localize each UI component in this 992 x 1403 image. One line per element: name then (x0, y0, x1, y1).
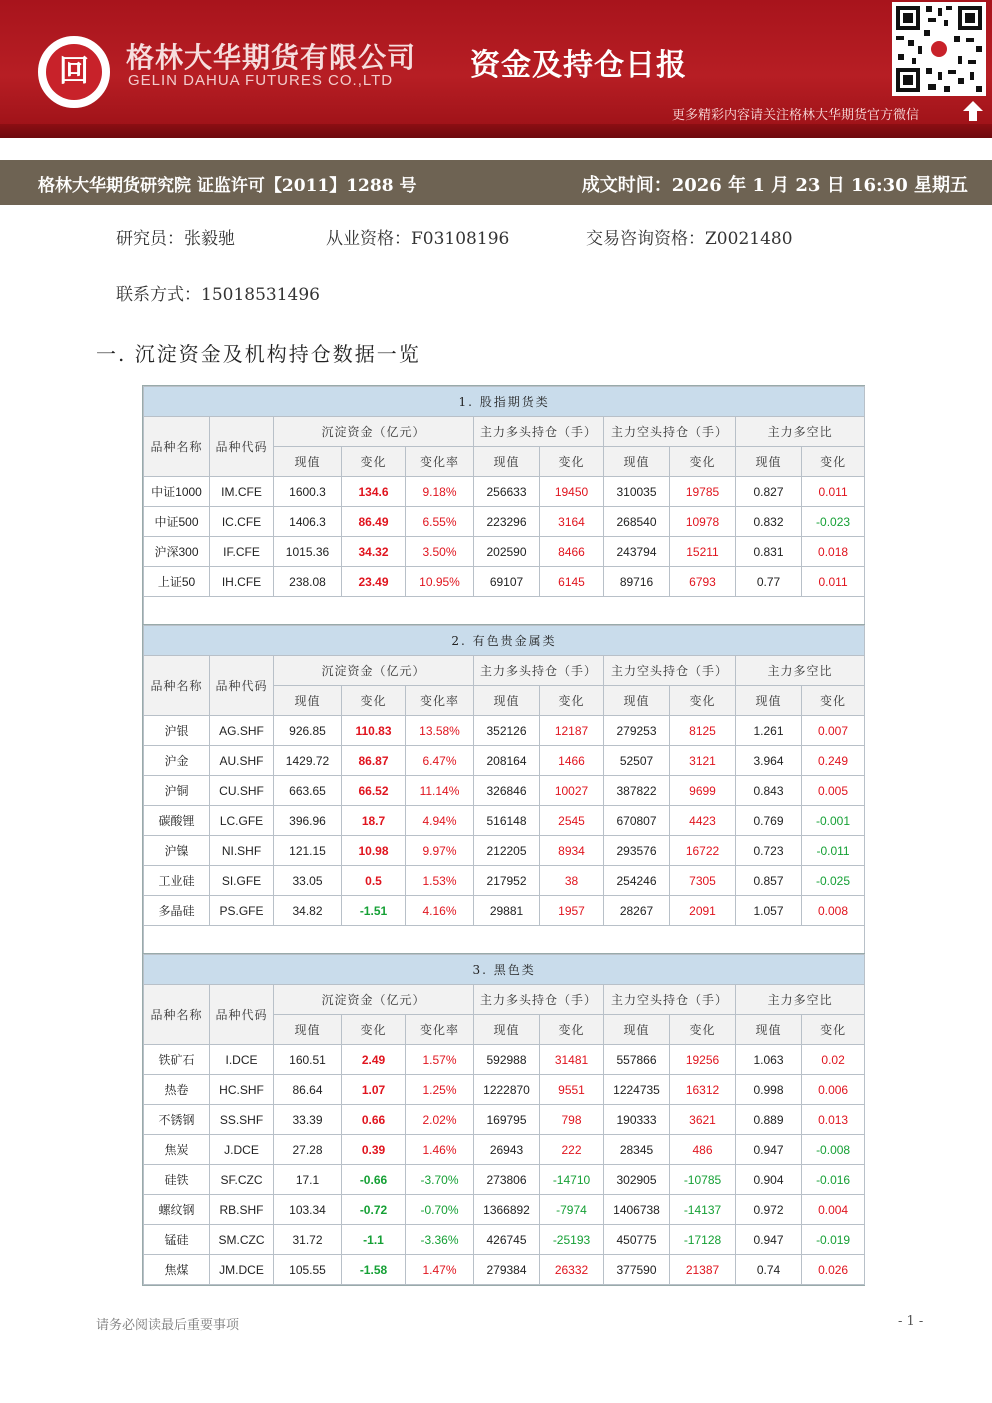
table-cell: 33.05 (274, 866, 342, 896)
table-cell: 23.49 (342, 567, 406, 597)
report-title: 资金及持仓日报 (470, 48, 687, 83)
table-cell: 798 (540, 1105, 604, 1135)
table-cell: 1406.3 (274, 507, 342, 537)
table-cell: -0.66 (342, 1165, 406, 1195)
header-group-short: 主力空头持仓（手） (604, 656, 736, 686)
table-cell: 0.74 (736, 1255, 802, 1285)
table-cell: -0.016 (802, 1165, 865, 1195)
table-cell: 焦炭 (144, 1135, 210, 1165)
table-cell: -0.025 (802, 866, 865, 896)
table-cell: 1222870 (474, 1075, 540, 1105)
header-sub-current: 现值 (474, 686, 540, 716)
table-row (144, 776, 865, 806)
table-cell: 焦煤 (144, 1255, 210, 1285)
table-cell: 86.87 (342, 746, 406, 776)
table-cell: 0.77 (736, 567, 802, 597)
header-sub-change: 变化 (670, 447, 736, 477)
table-cell: 86.64 (274, 1075, 342, 1105)
table-cell: 238.08 (274, 567, 342, 597)
table-row (144, 1135, 865, 1165)
header-sub-current: 现值 (604, 447, 670, 477)
table-cell: -0.72 (342, 1195, 406, 1225)
header-group-long: 主力多头持仓（手） (474, 656, 604, 686)
table-cell: 热卷 (144, 1075, 210, 1105)
table-row (144, 806, 865, 836)
table-cell: -0.023 (802, 507, 865, 537)
table-cell: -10785 (670, 1165, 736, 1195)
table-cell: 8934 (540, 836, 604, 866)
table-row (144, 1075, 865, 1105)
header-name: 品种名称 (144, 985, 210, 1045)
table-cell: 0.007 (802, 716, 865, 746)
header-sub-current: 现值 (736, 686, 802, 716)
table-cell: 16312 (670, 1075, 736, 1105)
advisory-qualification: 交易咨询资格：Z0021480 (586, 229, 793, 249)
table-cell: -0.001 (802, 806, 865, 836)
table-cell: 0.904 (736, 1165, 802, 1195)
table-cell: 6793 (670, 567, 736, 597)
table-row (144, 1105, 865, 1135)
table-cell: J.DCE (210, 1135, 274, 1165)
table-cell: 多晶硅 (144, 896, 210, 926)
table-cell: -7974 (540, 1195, 604, 1225)
table-cell: 0.02 (802, 1045, 865, 1075)
table-cell: 105.55 (274, 1255, 342, 1285)
table-cell: 18.7 (342, 806, 406, 836)
header-group-ratio: 主力多空比 (736, 985, 865, 1015)
table-cell: 0.857 (736, 866, 802, 896)
header-sub-change: 变化 (540, 686, 604, 716)
header-sub-change: 变化 (802, 686, 865, 716)
table-row (144, 1195, 865, 1225)
table-cell: 0.005 (802, 776, 865, 806)
table-cell: -14137 (670, 1195, 736, 1225)
table-cell: 7305 (670, 866, 736, 896)
header-group-ratio: 主力多空比 (736, 417, 865, 447)
table-row (144, 1225, 865, 1255)
table-cell: 516148 (474, 806, 540, 836)
table-cell: 34.82 (274, 896, 342, 926)
table-cell: 沪镍 (144, 836, 210, 866)
table-cell: 279253 (604, 716, 670, 746)
table-cell: -14710 (540, 1165, 604, 1195)
header-code: 品种代码 (210, 985, 274, 1045)
table-cell: 9.18% (406, 477, 474, 507)
header-sub-current: 现值 (474, 447, 540, 477)
table-cell: 沪深300 (144, 537, 210, 567)
table-cell: 17.1 (274, 1165, 342, 1195)
table-cell: 0.006 (802, 1075, 865, 1105)
table-cell: 33.39 (274, 1105, 342, 1135)
table-cell: SM.CZC (210, 1225, 274, 1255)
table-cell: 0.018 (802, 537, 865, 567)
table-row (144, 507, 865, 537)
table-cell: 碳酸锂 (144, 806, 210, 836)
table-cell: 450775 (604, 1225, 670, 1255)
table-cell: 31481 (540, 1045, 604, 1075)
table-cell: 273806 (474, 1165, 540, 1195)
table-cell: IH.CFE (210, 567, 274, 597)
table-cell: 202590 (474, 537, 540, 567)
table-cell: SI.GFE (210, 866, 274, 896)
table-cell: 34.32 (342, 537, 406, 567)
up-arrow-icon (962, 100, 984, 122)
header-code: 品种代码 (210, 656, 274, 716)
table-cell: 15211 (670, 537, 736, 567)
header-sub-current: 现值 (736, 1015, 802, 1045)
table-cell: 3121 (670, 746, 736, 776)
table-row (144, 866, 865, 896)
table-cell: 0.889 (736, 1105, 802, 1135)
table-spacer (144, 597, 865, 627)
table-cell: LC.GFE (210, 806, 274, 836)
table-cell: 1957 (540, 896, 604, 926)
table-cell: HC.SHF (210, 1075, 274, 1105)
table-cell: 19256 (670, 1045, 736, 1075)
table-cell: 0.013 (802, 1105, 865, 1135)
table-row (144, 1045, 865, 1075)
table-cell: 0.008 (802, 896, 865, 926)
publish-time: 成文时间：2026 年 1 月 23 日 16:30 星期五 (581, 175, 968, 196)
table-cell: AU.SHF (210, 746, 274, 776)
table-cell: 0.723 (736, 836, 802, 866)
table-cell: 310035 (604, 477, 670, 507)
table-cell: 沪铜 (144, 776, 210, 806)
table-cell: 27.28 (274, 1135, 342, 1165)
table-cell: 16722 (670, 836, 736, 866)
table-cell: 9699 (670, 776, 736, 806)
table-cell: 1.057 (736, 896, 802, 926)
table-cell: 279384 (474, 1255, 540, 1285)
follow-wechat-text: 更多精彩内容请关注格林大华期货官方微信 (672, 108, 920, 123)
table-cell: 0.972 (736, 1195, 802, 1225)
table-cell: 86.49 (342, 507, 406, 537)
table-cell: CU.SHF (210, 776, 274, 806)
table-cell: 0.5 (342, 866, 406, 896)
table-cell: 26332 (540, 1255, 604, 1285)
table-cell: 上证50 (144, 567, 210, 597)
table-cell: 190333 (604, 1105, 670, 1135)
table-category-title: 1. 股指期货类 (144, 387, 865, 417)
table-cell: JM.DCE (210, 1255, 274, 1285)
table-cell: 52507 (604, 746, 670, 776)
table-cell: IM.CFE (210, 477, 274, 507)
header-sub-current: 现值 (274, 1015, 342, 1045)
table-row (144, 746, 865, 776)
table-cell: 352126 (474, 716, 540, 746)
table-cell: 2091 (670, 896, 736, 926)
institute-license: 格林大华期货研究院 证监许可【2011】1288 号 (38, 176, 417, 196)
table-cell: 0.832 (736, 507, 802, 537)
table-cell: 377590 (604, 1255, 670, 1285)
table-cell: I.DCE (210, 1045, 274, 1075)
table-cell: IC.CFE (210, 507, 274, 537)
header-sub-change: 变化 (802, 1015, 865, 1045)
table-cell: 0.66 (342, 1105, 406, 1135)
header-group-ratio: 主力多空比 (736, 656, 865, 686)
table-cell: 1366892 (474, 1195, 540, 1225)
table-cell: 29881 (474, 896, 540, 926)
table-cell: 1.07 (342, 1075, 406, 1105)
table-cell: 28267 (604, 896, 670, 926)
header-group-long: 主力多头持仓（手） (474, 417, 604, 447)
table-cell: 11.14% (406, 776, 474, 806)
researcher: 研究员：张毅驰 (116, 229, 235, 249)
table-cell: -0.019 (802, 1225, 865, 1255)
table-cell: 1.063 (736, 1045, 802, 1075)
table-cell: 222 (540, 1135, 604, 1165)
table-cell: 螺纹钢 (144, 1195, 210, 1225)
header-group-short: 主力空头持仓（手） (604, 985, 736, 1015)
table-cell: 10978 (670, 507, 736, 537)
table-category-title: 2. 有色贵金属类 (144, 626, 865, 656)
table-cell: 217952 (474, 866, 540, 896)
table-cell: 0.947 (736, 1135, 802, 1165)
table-cell: 0.827 (736, 477, 802, 507)
table-cell: 中证500 (144, 507, 210, 537)
table-cell: 铁矿石 (144, 1045, 210, 1075)
table-cell: 13.58% (406, 716, 474, 746)
table-cell: 1.57% (406, 1045, 474, 1075)
table-cell: -25193 (540, 1225, 604, 1255)
table-cell: 9551 (540, 1075, 604, 1105)
table-cell: -0.011 (802, 836, 865, 866)
table-cell: 169795 (474, 1105, 540, 1135)
table-cell: 0.026 (802, 1255, 865, 1285)
table-cell: 3.964 (736, 746, 802, 776)
table-cell: 2.02% (406, 1105, 474, 1135)
table-cell: RB.SHF (210, 1195, 274, 1225)
table-category-title: 3. 黑色类 (144, 955, 865, 985)
company-logo-icon: 回 (38, 36, 110, 108)
table-cell: SF.CZC (210, 1165, 274, 1195)
table-cell: 426745 (474, 1225, 540, 1255)
table-cell: 1.53% (406, 866, 474, 896)
table-cell: 6.47% (406, 746, 474, 776)
table-cell: 工业硅 (144, 866, 210, 896)
table-cell: -1.51 (342, 896, 406, 926)
table-cell: 0.249 (802, 746, 865, 776)
table-cell: 0.831 (736, 537, 802, 567)
table-cell: 670807 (604, 806, 670, 836)
table-cell: 110.83 (342, 716, 406, 746)
header-group-fund: 沉淀资金（亿元） (274, 417, 474, 447)
table-cell: PS.GFE (210, 896, 274, 926)
table-cell: 89716 (604, 567, 670, 597)
header-group-long: 主力多头持仓（手） (474, 985, 604, 1015)
header-sub-change: 变化 (342, 686, 406, 716)
info-bar (0, 160, 992, 205)
table-cell: 0.843 (736, 776, 802, 806)
company-name-cn: 格林大华期货有限公司 (126, 41, 417, 74)
table-cell: 387822 (604, 776, 670, 806)
header-group-short: 主力空头持仓（手） (604, 417, 736, 447)
header-group-fund: 沉淀资金（亿元） (274, 656, 474, 686)
table-cell: 926.85 (274, 716, 342, 746)
table-nonferrous-precious (142, 624, 865, 957)
table-cell: 锰硅 (144, 1225, 210, 1255)
page-number: - 1 - (898, 1314, 924, 1329)
table-cell: 10027 (540, 776, 604, 806)
header-name: 品种名称 (144, 417, 210, 477)
header-banner-edge (0, 124, 992, 138)
table-row (144, 1165, 865, 1195)
table-cell: 268540 (604, 507, 670, 537)
table-cell: 0.947 (736, 1225, 802, 1255)
table-cell: 21387 (670, 1255, 736, 1285)
header-sub-change-rate: 变化率 (406, 686, 474, 716)
table-cell: 0.39 (342, 1135, 406, 1165)
table-cell: 396.96 (274, 806, 342, 836)
header-sub-change: 变化 (670, 1015, 736, 1045)
table-cell: -0.70% (406, 1195, 474, 1225)
table-cell: 19785 (670, 477, 736, 507)
table-cell: 6.55% (406, 507, 474, 537)
table-cell: 134.6 (342, 477, 406, 507)
table-cell: 4.94% (406, 806, 474, 836)
table-row (144, 567, 865, 597)
table-cell: 9.97% (406, 836, 474, 866)
table-cell: 302905 (604, 1165, 670, 1195)
table-cell: IF.CFE (210, 537, 274, 567)
table-cell: 212205 (474, 836, 540, 866)
table-cell: -3.36% (406, 1225, 474, 1255)
section-title: 一. 沉淀资金及机构持仓数据一览 (96, 342, 421, 366)
table-row (144, 836, 865, 866)
table-cell: AG.SHF (210, 716, 274, 746)
table-cell: 223296 (474, 507, 540, 537)
table-cell: 4423 (670, 806, 736, 836)
table-cell: 0.004 (802, 1195, 865, 1225)
table-cell: 10.98 (342, 836, 406, 866)
table-cell: 硅铁 (144, 1165, 210, 1195)
table-cell: -1.58 (342, 1255, 406, 1285)
table-cell: 12187 (540, 716, 604, 746)
header-sub-change-rate: 变化率 (406, 447, 474, 477)
header-sub-change-rate: 变化率 (406, 1015, 474, 1045)
table-cell: 1.25% (406, 1075, 474, 1105)
table-cell: 103.34 (274, 1195, 342, 1225)
header-sub-change: 变化 (540, 447, 604, 477)
table-cell: 8466 (540, 537, 604, 567)
table-cell: 26943 (474, 1135, 540, 1165)
table-cell: -0.008 (802, 1135, 865, 1165)
table-cell: 1.47% (406, 1255, 474, 1285)
header-sub-current: 现值 (474, 1015, 540, 1045)
table-cell: 326846 (474, 776, 540, 806)
header-sub-change: 变化 (540, 1015, 604, 1045)
table-cell: 8125 (670, 716, 736, 746)
table-cell: 28345 (604, 1135, 670, 1165)
table-cell: 69107 (474, 567, 540, 597)
header-sub-current: 现值 (274, 447, 342, 477)
table-row (144, 1255, 865, 1285)
table-cell: -3.70% (406, 1165, 474, 1195)
contact: 联系方式：15018531496 (116, 285, 320, 305)
table-cell: 486 (670, 1135, 736, 1165)
table-cell: 0.011 (802, 477, 865, 507)
header-code: 品种代码 (210, 417, 274, 477)
table-cell: 0.769 (736, 806, 802, 836)
table-cell: -17128 (670, 1225, 736, 1255)
table-cell: 208164 (474, 746, 540, 776)
table-cell: 沪银 (144, 716, 210, 746)
header-sub-current: 现值 (736, 447, 802, 477)
table-cell: 121.15 (274, 836, 342, 866)
table-spacer (144, 926, 865, 956)
table-cell: 3621 (670, 1105, 736, 1135)
table-cell: 66.52 (342, 776, 406, 806)
table-cell: 中证1000 (144, 477, 210, 507)
table-cell: 557866 (604, 1045, 670, 1075)
table-cell: -1.1 (342, 1225, 406, 1255)
table-cell: 1224735 (604, 1075, 670, 1105)
header-group-fund: 沉淀资金（亿元） (274, 985, 474, 1015)
table-cell: 1406738 (604, 1195, 670, 1225)
table-cell: 243794 (604, 537, 670, 567)
table-cell: 592988 (474, 1045, 540, 1075)
table-cell: 1015.36 (274, 537, 342, 567)
table-cell: NI.SHF (210, 836, 274, 866)
qr-code-icon (892, 2, 986, 96)
header-sub-change: 变化 (802, 447, 865, 477)
table-cell: 1429.72 (274, 746, 342, 776)
header-sub-change: 变化 (670, 686, 736, 716)
table-row (144, 477, 865, 507)
table-cell: 3.50% (406, 537, 474, 567)
table-cell: 沪金 (144, 746, 210, 776)
table-row (144, 716, 865, 746)
header-sub-current: 现值 (604, 686, 670, 716)
table-cell: 1.46% (406, 1135, 474, 1165)
table-cell: 不锈钢 (144, 1105, 210, 1135)
footer-notice: 请务必阅读最后重要事项 (96, 1318, 240, 1333)
table-cell: 663.65 (274, 776, 342, 806)
table-cell: 31.72 (274, 1225, 342, 1255)
table-cell: 1.261 (736, 716, 802, 746)
table-cell: 1600.3 (274, 477, 342, 507)
table-cell: 0.998 (736, 1075, 802, 1105)
header-sub-change: 变化 (342, 447, 406, 477)
table-row (144, 896, 865, 926)
table-cell: 2.49 (342, 1045, 406, 1075)
header-name: 品种名称 (144, 656, 210, 716)
header-sub-change: 变化 (342, 1015, 406, 1045)
table-cell: 254246 (604, 866, 670, 896)
table-stock-index (142, 385, 865, 628)
table-cell: 293576 (604, 836, 670, 866)
table-cell: 3164 (540, 507, 604, 537)
header-sub-current: 现值 (274, 686, 342, 716)
table-cell: 0.011 (802, 567, 865, 597)
table-cell: 6145 (540, 567, 604, 597)
table-cell: 2545 (540, 806, 604, 836)
table-cell: 10.95% (406, 567, 474, 597)
table-cell: 38 (540, 866, 604, 896)
header-sub-current: 现值 (604, 1015, 670, 1045)
table-ferrous (142, 953, 865, 1286)
company-name-en: GELIN DAHUA FUTURES CO.,LTD (128, 72, 394, 89)
table-cell: 4.16% (406, 896, 474, 926)
table-cell: 160.51 (274, 1045, 342, 1075)
table-cell: 1466 (540, 746, 604, 776)
table-cell: 256633 (474, 477, 540, 507)
qualification: 从业资格：F03108196 (326, 229, 510, 249)
table-cell: 19450 (540, 477, 604, 507)
table-cell: SS.SHF (210, 1105, 274, 1135)
table-row (144, 537, 865, 567)
